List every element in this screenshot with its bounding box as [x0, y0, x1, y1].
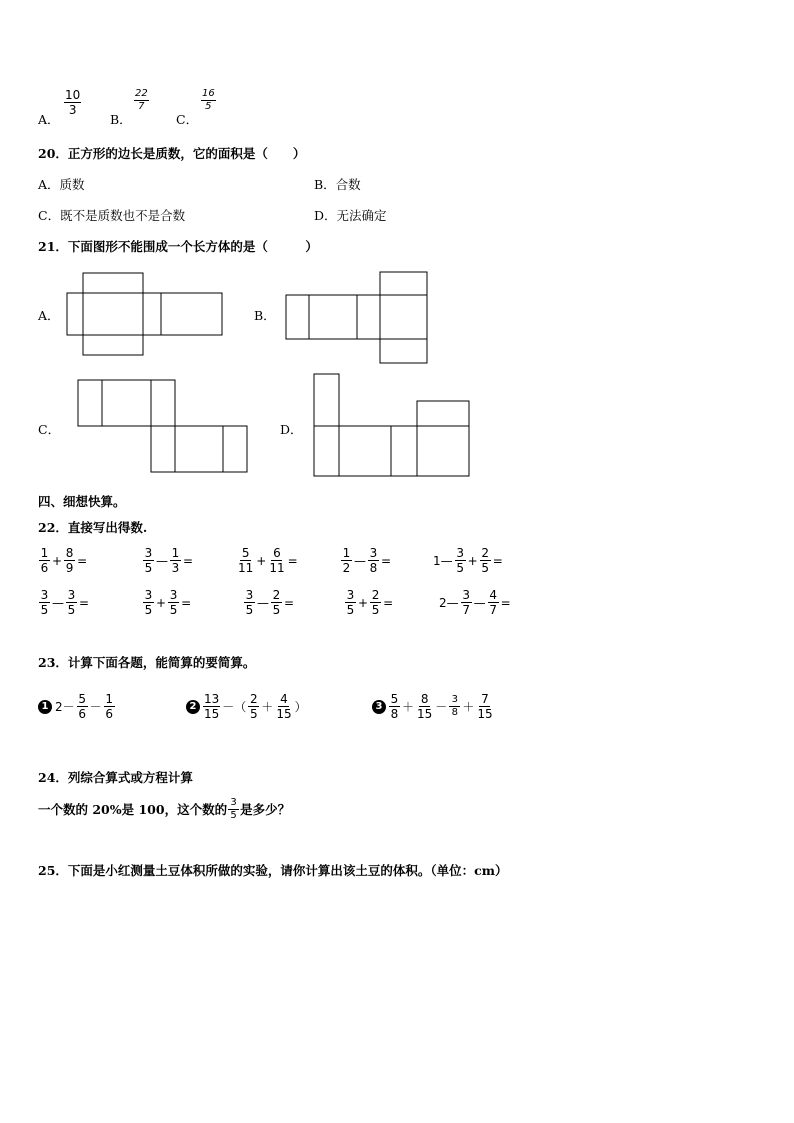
numerator: 1 — [105, 692, 113, 706]
q21-stem: 21．下面图形不能围成一个长方体的是（ ） — [38, 239, 318, 254]
denominator: 3 — [171, 561, 180, 575]
operator: ＋ — [261, 700, 274, 714]
numerator: 3 — [144, 588, 153, 602]
denominator: 11 — [238, 561, 254, 575]
denominator: 2 — [342, 561, 351, 575]
denominator: 6 — [78, 707, 86, 721]
net-diagram-a — [60, 268, 230, 360]
numerator: 8 — [420, 692, 429, 706]
numerator: 5 — [78, 692, 86, 706]
q23-item-1 — [38, 692, 116, 721]
equals: = — [181, 595, 192, 610]
denominator: 8 — [369, 561, 378, 575]
numerator: 2 — [481, 546, 490, 560]
circled-number: 1 — [38, 700, 52, 714]
q24-problem — [38, 797, 290, 822]
numerator: 3 — [144, 546, 153, 560]
denominator: 5 — [144, 603, 153, 617]
denominator: 5 — [245, 603, 254, 617]
q22-r2-expr-5 — [438, 588, 512, 617]
denominator: 5 — [169, 603, 178, 617]
operator: + — [52, 553, 63, 568]
equals: = — [284, 595, 295, 610]
q22-row-1 — [38, 546, 598, 582]
q22-r1-expr-5 — [432, 546, 504, 575]
equals: = — [492, 553, 503, 568]
numerator: 3 — [228, 797, 239, 810]
net-diagram-d — [308, 370, 474, 480]
q22-r2-expr-4 — [344, 588, 394, 617]
q21-label-a: A． — [38, 308, 60, 323]
denominator: 5 — [346, 603, 355, 617]
denominator: 8 — [390, 707, 399, 721]
numerator: 8 — [65, 546, 74, 560]
numerator: 4 — [280, 692, 288, 706]
q24-stem: 24．列综合算式或方程计算 — [38, 770, 193, 785]
equals: = — [183, 553, 194, 568]
q20-option-b: B．合数 — [314, 177, 361, 192]
denominator: 5 — [230, 810, 237, 821]
q22-r1-expr-1 — [38, 546, 88, 575]
operator: －（ — [222, 700, 247, 714]
operator: — — [354, 553, 366, 568]
q22-r2-expr-2 — [142, 588, 192, 617]
numerator: 3 — [369, 546, 378, 560]
q20-option-d: D．无法确定 — [314, 208, 387, 223]
operator: + — [256, 553, 267, 568]
q21-label-d: D． — [280, 422, 303, 437]
operator: 1— — [433, 553, 453, 568]
operator: － — [89, 700, 102, 714]
operator: — — [473, 595, 486, 610]
net-diagram-b — [280, 268, 436, 368]
numerator: 3 — [245, 588, 254, 602]
denominator: 15 — [417, 707, 433, 721]
q22-r1-expr-4 — [340, 546, 392, 575]
equals: = — [287, 553, 298, 568]
q23-item-3 — [372, 692, 495, 721]
q20-option-c: C．既不是质数也不是合数 — [38, 208, 186, 223]
denominator: 6 — [40, 561, 49, 575]
denominator: 5 — [67, 603, 76, 617]
denominator: 7 — [489, 603, 497, 617]
numerator: 2 — [272, 588, 281, 602]
numerator: 2 — [371, 588, 380, 602]
q24-text-part-2: 是多少？ — [240, 801, 291, 817]
denominator: 7 — [138, 101, 145, 112]
q19-options — [38, 88, 258, 128]
numerator: 1 — [171, 546, 180, 560]
numerator: 3 — [169, 588, 178, 602]
q22-stem: 22．直接写出得数. — [38, 520, 148, 535]
net-diagram-c — [72, 376, 254, 478]
operator: + — [358, 595, 369, 610]
denominator: 6 — [105, 707, 113, 721]
equals: = — [77, 553, 88, 568]
q21-label-c: C． — [38, 422, 61, 437]
operator: ＋ — [402, 700, 415, 714]
q22-r1-expr-3 — [236, 546, 299, 575]
denominator: 5 — [144, 561, 153, 575]
q22-r2-expr-1 — [38, 588, 90, 617]
numerator: 2 — [249, 692, 258, 706]
denominator: 5 — [272, 603, 281, 617]
denominator: 5 — [40, 603, 49, 617]
q20-stem: 20．正方形的边长是质数，它的面积是（ ） — [38, 146, 306, 161]
q25-stem: 25．下面是小红测量土豆体积所做的实验，请你计算出该土豆的体积。（单位：cm） — [38, 863, 508, 878]
equals: = — [500, 595, 511, 610]
denominator: 5 — [205, 101, 212, 112]
operator: — — [52, 595, 64, 610]
numerator: 3 — [67, 588, 76, 602]
q23-item-2 — [186, 692, 308, 721]
numerator: 16 — [202, 88, 215, 99]
section-4-heading: 四、细想快算。 — [38, 494, 126, 509]
numerator: 6 — [273, 546, 281, 560]
q19-option-b-label: B． — [110, 112, 132, 127]
q22-r1-expr-2 — [142, 546, 194, 575]
operator: － — [435, 700, 448, 714]
denominator: 7 — [462, 603, 470, 617]
q23-stem: 23．计算下面各题，能简算的要简算。 — [38, 655, 256, 670]
operator: ＋ — [462, 700, 475, 714]
operator: 2— — [439, 595, 459, 610]
numerator: 22 — [135, 88, 148, 99]
numerator: 5 — [390, 692, 399, 706]
q21-label-b: B． — [254, 308, 276, 323]
operator: 2－ — [55, 700, 75, 714]
q19-option-a-fraction — [63, 88, 82, 117]
circled-number: 3 — [372, 700, 386, 714]
q19-option-c-fraction — [200, 88, 217, 113]
numerator: 5 — [241, 546, 250, 560]
equals: = — [79, 595, 90, 610]
denominator: 9 — [65, 561, 74, 575]
numerator: 3 — [449, 694, 460, 707]
denominator: 3 — [68, 103, 77, 117]
numerator: 10 — [65, 88, 81, 102]
q19-option-b-fraction — [133, 88, 150, 113]
numerator: 1 — [342, 546, 351, 560]
q22-row-2 — [38, 588, 598, 624]
q20-option-a: A．质数 — [38, 177, 85, 192]
numerator: 3 — [40, 588, 49, 602]
denominator: 5 — [371, 603, 380, 617]
denominator: 5 — [249, 707, 258, 721]
numerator: 7 — [481, 692, 489, 706]
numerator: 1 — [40, 546, 49, 560]
operator: + — [467, 553, 478, 568]
operator: — — [257, 595, 269, 610]
denominator: 8 — [451, 707, 458, 718]
circled-number: 2 — [186, 700, 200, 714]
numerator: 4 — [489, 588, 497, 602]
denominator: 15 — [204, 707, 220, 721]
numerator: 3 — [346, 588, 355, 602]
denominator: 15 — [276, 707, 292, 721]
denominator: 5 — [456, 561, 464, 575]
q19-option-c-label: C． — [176, 112, 199, 127]
numerator: 3 — [456, 546, 464, 560]
equals: = — [383, 595, 394, 610]
q19-option-a-label: A． — [38, 112, 60, 127]
operator: + — [156, 595, 167, 610]
operator: — — [156, 553, 168, 568]
q22-r2-expr-3 — [243, 588, 295, 617]
numerator: 3 — [462, 588, 470, 602]
denominator: 5 — [481, 561, 490, 575]
denominator: 15 — [477, 707, 493, 721]
operator: ） — [294, 700, 307, 714]
denominator: 11 — [269, 561, 285, 575]
q24-text-part-1: 一个数的 20%是 100，这个数的 — [38, 801, 228, 817]
equals: = — [381, 553, 392, 568]
numerator: 13 — [204, 692, 220, 706]
